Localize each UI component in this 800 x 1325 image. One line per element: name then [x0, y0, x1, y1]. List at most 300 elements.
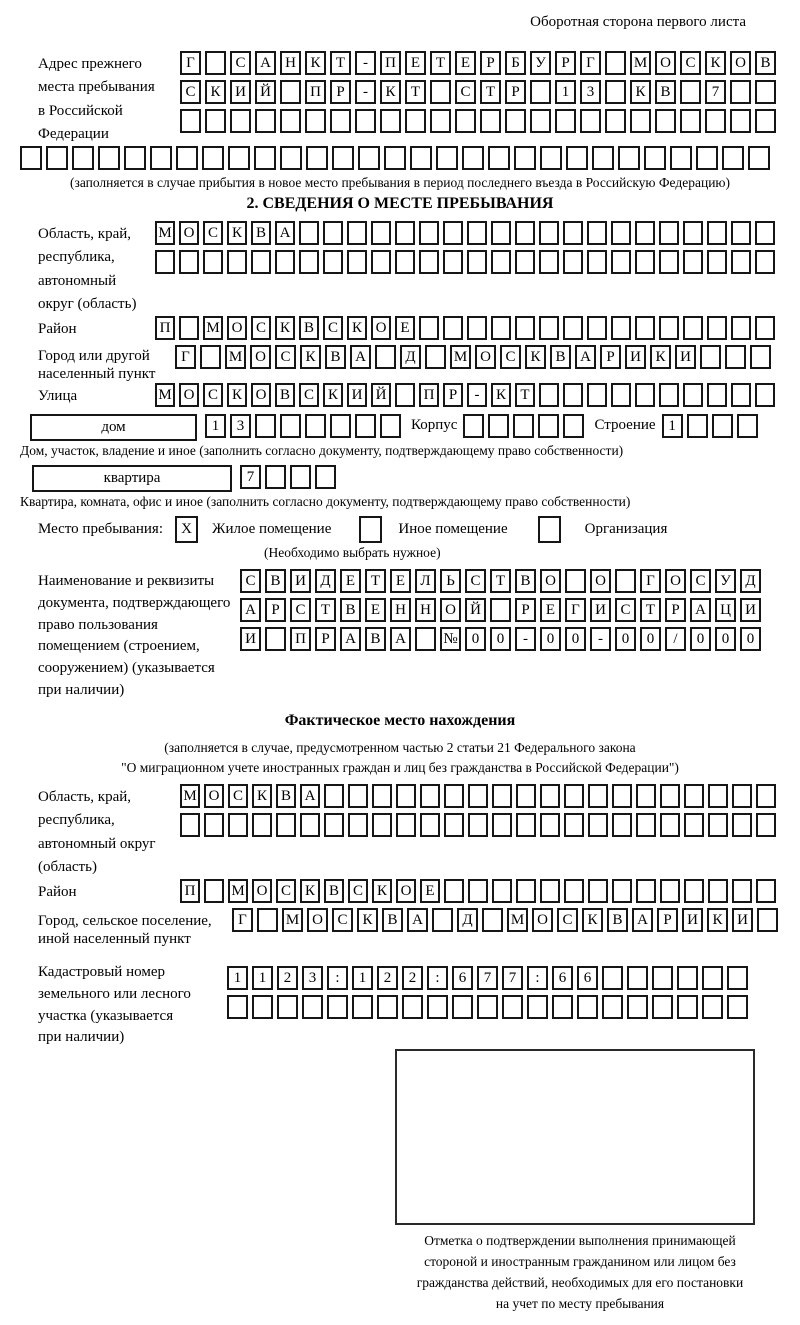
char-cell[interactable] — [180, 109, 201, 133]
char-cell[interactable]: С — [230, 51, 251, 75]
char-cell[interactable]: В — [655, 80, 676, 104]
char-cell[interactable]: Р — [657, 908, 678, 932]
char-cell[interactable]: 1 — [662, 414, 683, 438]
char-cell[interactable]: О — [665, 569, 686, 593]
char-cell[interactable]: С — [680, 51, 701, 75]
char-cell[interactable] — [427, 995, 448, 1019]
char-cell[interactable] — [306, 146, 328, 170]
char-cell[interactable]: Т — [430, 51, 451, 75]
char-cell[interactable] — [443, 250, 463, 274]
char-cell[interactable] — [756, 813, 776, 837]
char-cell[interactable] — [371, 221, 391, 245]
char-cell[interactable] — [488, 146, 510, 170]
char-cell[interactable] — [124, 146, 146, 170]
char-cell[interactable] — [636, 813, 656, 837]
char-cell[interactable] — [644, 146, 666, 170]
char-cell[interactable]: 1 — [205, 414, 226, 438]
char-cell[interactable] — [680, 80, 701, 104]
char-cell[interactable]: Р — [600, 345, 621, 369]
char-cell[interactable] — [636, 784, 656, 808]
char-cell[interactable] — [540, 784, 560, 808]
char-cell[interactable]: С — [455, 80, 476, 104]
char-cell[interactable]: П — [380, 51, 401, 75]
char-cell[interactable]: Р — [665, 598, 686, 622]
char-cell[interactable] — [756, 879, 776, 903]
char-cell[interactable]: В — [276, 784, 296, 808]
char-cell[interactable] — [355, 109, 376, 133]
char-cell[interactable]: 1 — [252, 966, 273, 990]
char-cell[interactable] — [179, 250, 199, 274]
char-cell[interactable]: К — [582, 908, 603, 932]
char-cell[interactable] — [612, 784, 632, 808]
char-cell[interactable]: О — [655, 51, 676, 75]
char-cell[interactable] — [377, 995, 398, 1019]
char-cell[interactable] — [677, 995, 698, 1019]
char-cell[interactable]: С — [615, 598, 636, 622]
char-cell[interactable]: Й — [371, 383, 391, 407]
char-cell[interactable]: О — [252, 879, 272, 903]
char-cell[interactable] — [727, 995, 748, 1019]
char-cell[interactable]: В — [265, 569, 286, 593]
char-cell[interactable]: : — [327, 966, 348, 990]
char-cell[interactable] — [280, 414, 301, 438]
char-cell[interactable] — [455, 109, 476, 133]
char-cell[interactable]: Р — [480, 51, 501, 75]
char-cell[interactable]: М — [450, 345, 471, 369]
char-cell[interactable]: М — [203, 316, 223, 340]
char-cell[interactable] — [444, 784, 464, 808]
char-cell[interactable] — [684, 784, 704, 808]
char-cell[interactable] — [756, 784, 776, 808]
char-cell[interactable] — [707, 316, 727, 340]
char-cell[interactable] — [330, 414, 351, 438]
char-cell[interactable] — [652, 966, 673, 990]
char-cell[interactable] — [564, 879, 584, 903]
char-cell[interactable]: Р — [443, 383, 463, 407]
char-cell[interactable] — [280, 109, 301, 133]
char-cell[interactable] — [527, 995, 548, 1019]
char-cell[interactable] — [683, 383, 703, 407]
char-cell[interactable]: 0 — [690, 627, 711, 651]
char-cell[interactable] — [200, 345, 221, 369]
char-cell[interactable]: Е — [420, 879, 440, 903]
char-cell[interactable] — [419, 221, 439, 245]
char-cell[interactable] — [732, 784, 752, 808]
char-cell[interactable] — [732, 879, 752, 903]
char-cell[interactable] — [432, 908, 453, 932]
char-cell[interactable] — [731, 250, 751, 274]
char-cell[interactable]: К — [300, 879, 320, 903]
char-cell[interactable] — [563, 316, 583, 340]
char-cell[interactable]: О — [371, 316, 391, 340]
char-cell[interactable] — [538, 414, 559, 438]
checkbox-residential[interactable]: X — [175, 516, 198, 543]
char-cell[interactable] — [725, 345, 746, 369]
char-cell[interactable]: 0 — [540, 627, 561, 651]
checkbox-other-premises[interactable] — [359, 516, 382, 543]
char-cell[interactable]: С — [299, 383, 319, 407]
char-cell[interactable] — [555, 109, 576, 133]
char-cell[interactable] — [680, 109, 701, 133]
char-cell[interactable]: № — [440, 627, 461, 651]
char-cell[interactable]: 2 — [377, 966, 398, 990]
char-cell[interactable]: 0 — [565, 627, 586, 651]
char-cell[interactable]: Л — [415, 569, 436, 593]
char-cell[interactable] — [251, 250, 271, 274]
char-cell[interactable]: К — [491, 383, 511, 407]
char-cell[interactable] — [443, 221, 463, 245]
char-cell[interactable] — [636, 879, 656, 903]
char-cell[interactable] — [352, 995, 373, 1019]
char-cell[interactable] — [227, 250, 247, 274]
char-cell[interactable] — [371, 250, 391, 274]
char-cell[interactable] — [516, 813, 536, 837]
char-cell[interactable] — [539, 250, 559, 274]
char-cell[interactable] — [755, 80, 776, 104]
char-cell[interactable]: В — [340, 598, 361, 622]
char-cell[interactable]: О — [730, 51, 751, 75]
char-cell[interactable]: Е — [340, 569, 361, 593]
char-cell[interactable]: Г — [232, 908, 253, 932]
char-cell[interactable]: П — [305, 80, 326, 104]
char-cell[interactable]: 6 — [577, 966, 598, 990]
char-cell[interactable] — [204, 813, 224, 837]
char-cell[interactable]: 3 — [230, 414, 251, 438]
char-cell[interactable]: И — [625, 345, 646, 369]
char-cell[interactable] — [515, 316, 535, 340]
char-cell[interactable] — [588, 813, 608, 837]
char-cell[interactable] — [462, 146, 484, 170]
char-cell[interactable]: - — [515, 627, 536, 651]
char-cell[interactable]: Т — [315, 598, 336, 622]
char-cell[interactable]: Р — [555, 51, 576, 75]
char-cell[interactable]: Р — [330, 80, 351, 104]
char-cell[interactable] — [670, 146, 692, 170]
char-cell[interactable]: К — [372, 879, 392, 903]
char-cell[interactable]: 7 — [477, 966, 498, 990]
char-cell[interactable] — [228, 146, 250, 170]
char-cell[interactable]: С — [276, 879, 296, 903]
char-cell[interactable] — [707, 250, 727, 274]
char-cell[interactable] — [355, 414, 376, 438]
char-cell[interactable] — [502, 995, 523, 1019]
char-cell[interactable]: В — [755, 51, 776, 75]
char-cell[interactable]: П — [155, 316, 175, 340]
char-cell[interactable] — [515, 250, 535, 274]
char-cell[interactable] — [611, 250, 631, 274]
char-cell[interactable]: И — [675, 345, 696, 369]
char-cell[interactable] — [755, 221, 775, 245]
char-cell[interactable]: С — [690, 569, 711, 593]
char-cell[interactable]: 6 — [552, 966, 573, 990]
char-cell[interactable] — [611, 316, 631, 340]
char-cell[interactable]: С — [465, 569, 486, 593]
char-cell[interactable]: К — [205, 80, 226, 104]
char-cell[interactable] — [482, 908, 503, 932]
char-cell[interactable] — [748, 146, 770, 170]
char-cell[interactable] — [396, 784, 416, 808]
char-cell[interactable] — [358, 146, 380, 170]
char-cell[interactable]: 3 — [302, 966, 323, 990]
char-cell[interactable] — [539, 383, 559, 407]
char-cell[interactable]: И — [347, 383, 367, 407]
char-cell[interactable]: Г — [565, 598, 586, 622]
char-cell[interactable] — [612, 879, 632, 903]
char-cell[interactable]: О — [204, 784, 224, 808]
char-cell[interactable] — [630, 109, 651, 133]
char-cell[interactable] — [402, 995, 423, 1019]
char-cell[interactable] — [530, 109, 551, 133]
char-cell[interactable] — [615, 569, 636, 593]
char-cell[interactable]: И — [290, 569, 311, 593]
char-cell[interactable]: Д — [740, 569, 761, 593]
char-cell[interactable] — [602, 966, 623, 990]
char-cell[interactable]: 7 — [502, 966, 523, 990]
char-cell[interactable]: С — [228, 784, 248, 808]
char-cell[interactable] — [443, 316, 463, 340]
char-cell[interactable] — [395, 383, 415, 407]
char-cell[interactable] — [254, 146, 276, 170]
char-cell[interactable]: П — [290, 627, 311, 651]
char-cell[interactable] — [300, 813, 320, 837]
char-cell[interactable] — [252, 813, 272, 837]
char-cell[interactable] — [540, 146, 562, 170]
char-cell[interactable]: С — [240, 569, 261, 593]
char-cell[interactable]: К — [650, 345, 671, 369]
char-cell[interactable]: У — [715, 569, 736, 593]
char-cell[interactable] — [755, 109, 776, 133]
char-cell[interactable]: И — [682, 908, 703, 932]
char-cell[interactable]: И — [590, 598, 611, 622]
char-cell[interactable] — [305, 109, 326, 133]
char-cell[interactable] — [702, 995, 723, 1019]
char-cell[interactable] — [491, 316, 511, 340]
char-cell[interactable]: Е — [365, 598, 386, 622]
char-cell[interactable] — [592, 146, 614, 170]
char-cell[interactable] — [467, 316, 487, 340]
char-cell[interactable] — [323, 250, 343, 274]
char-cell[interactable] — [444, 813, 464, 837]
char-cell[interactable] — [491, 250, 511, 274]
char-cell[interactable] — [722, 146, 744, 170]
char-cell[interactable] — [332, 146, 354, 170]
char-cell[interactable] — [708, 784, 728, 808]
char-cell[interactable] — [290, 465, 311, 489]
char-cell[interactable]: В — [299, 316, 319, 340]
char-cell[interactable]: Е — [405, 51, 426, 75]
char-cell[interactable]: Ь — [440, 569, 461, 593]
char-cell[interactable]: М — [155, 383, 175, 407]
char-cell[interactable]: У — [530, 51, 551, 75]
char-cell[interactable] — [468, 879, 488, 903]
char-cell[interactable]: К — [252, 784, 272, 808]
char-cell[interactable] — [611, 383, 631, 407]
char-cell[interactable] — [737, 414, 758, 438]
char-cell[interactable]: О — [590, 569, 611, 593]
char-cell[interactable] — [405, 109, 426, 133]
char-cell[interactable]: К — [300, 345, 321, 369]
char-cell[interactable] — [395, 250, 415, 274]
char-cell[interactable]: Т — [330, 51, 351, 75]
char-cell[interactable]: Т — [490, 569, 511, 593]
char-cell[interactable] — [707, 221, 727, 245]
char-cell[interactable] — [730, 80, 751, 104]
char-cell[interactable]: Т — [365, 569, 386, 593]
char-cell[interactable] — [203, 250, 223, 274]
char-cell[interactable] — [755, 316, 775, 340]
char-cell[interactable]: А — [407, 908, 428, 932]
char-cell[interactable]: Ц — [715, 598, 736, 622]
char-cell[interactable] — [605, 80, 626, 104]
char-cell[interactable]: 7 — [705, 80, 726, 104]
char-cell[interactable] — [380, 414, 401, 438]
char-cell[interactable] — [708, 813, 728, 837]
char-cell[interactable] — [655, 109, 676, 133]
char-cell[interactable]: - — [355, 51, 376, 75]
char-cell[interactable] — [563, 383, 583, 407]
char-cell[interactable]: К — [275, 316, 295, 340]
char-cell[interactable] — [372, 813, 392, 837]
char-cell[interactable]: Н — [390, 598, 411, 622]
char-cell[interactable] — [348, 813, 368, 837]
char-cell[interactable] — [492, 813, 512, 837]
char-cell[interactable] — [731, 383, 751, 407]
char-cell[interactable]: М — [282, 908, 303, 932]
char-cell[interactable] — [635, 250, 655, 274]
char-cell[interactable]: И — [240, 627, 261, 651]
char-cell[interactable] — [380, 109, 401, 133]
char-cell[interactable]: К — [357, 908, 378, 932]
char-cell[interactable] — [468, 784, 488, 808]
char-cell[interactable] — [677, 966, 698, 990]
char-cell[interactable] — [280, 80, 301, 104]
char-cell[interactable]: Е — [395, 316, 415, 340]
char-cell[interactable] — [708, 879, 728, 903]
char-cell[interactable] — [732, 813, 752, 837]
char-cell[interactable] — [420, 784, 440, 808]
char-cell[interactable] — [396, 813, 416, 837]
char-cell[interactable] — [176, 146, 198, 170]
char-cell[interactable] — [516, 879, 536, 903]
char-cell[interactable] — [540, 879, 560, 903]
char-cell[interactable] — [627, 995, 648, 1019]
char-cell[interactable] — [712, 414, 733, 438]
char-cell[interactable]: Й — [465, 598, 486, 622]
char-cell[interactable]: / — [665, 627, 686, 651]
char-cell[interactable]: П — [419, 383, 439, 407]
char-cell[interactable]: : — [427, 966, 448, 990]
char-cell[interactable]: 0 — [715, 627, 736, 651]
char-cell[interactable] — [375, 345, 396, 369]
char-cell[interactable]: - — [467, 383, 487, 407]
char-cell[interactable]: А — [390, 627, 411, 651]
char-cell[interactable]: А — [632, 908, 653, 932]
char-cell[interactable]: К — [305, 51, 326, 75]
char-cell[interactable] — [275, 250, 295, 274]
char-cell[interactable] — [430, 109, 451, 133]
char-cell[interactable]: А — [350, 345, 371, 369]
char-cell[interactable] — [324, 784, 344, 808]
char-cell[interactable]: В — [324, 879, 344, 903]
char-cell[interactable]: Г — [180, 51, 201, 75]
char-cell[interactable]: К — [227, 383, 247, 407]
char-cell[interactable] — [587, 221, 607, 245]
char-cell[interactable] — [702, 966, 723, 990]
char-cell[interactable] — [436, 146, 458, 170]
char-cell[interactable]: С — [251, 316, 271, 340]
char-cell[interactable] — [205, 109, 226, 133]
char-cell[interactable]: 0 — [640, 627, 661, 651]
char-cell[interactable] — [683, 221, 703, 245]
char-cell[interactable] — [265, 465, 286, 489]
char-cell[interactable] — [660, 879, 680, 903]
char-cell[interactable]: 7 — [240, 465, 261, 489]
char-cell[interactable] — [659, 250, 679, 274]
char-cell[interactable]: - — [590, 627, 611, 651]
char-cell[interactable]: П — [180, 879, 200, 903]
char-cell[interactable]: Г — [580, 51, 601, 75]
char-cell[interactable] — [395, 221, 415, 245]
char-cell[interactable] — [467, 221, 487, 245]
char-cell[interactable]: О — [475, 345, 496, 369]
char-cell[interactable]: М — [155, 221, 175, 245]
char-cell[interactable] — [205, 51, 226, 75]
char-cell[interactable] — [564, 784, 584, 808]
char-cell[interactable]: О — [227, 316, 247, 340]
char-cell[interactable] — [327, 995, 348, 1019]
char-cell[interactable] — [265, 627, 286, 651]
char-cell[interactable] — [660, 813, 680, 837]
char-cell[interactable] — [587, 250, 607, 274]
char-cell[interactable] — [467, 250, 487, 274]
char-cell[interactable]: Н — [415, 598, 436, 622]
char-cell[interactable] — [757, 908, 778, 932]
char-cell[interactable] — [452, 995, 473, 1019]
char-cell[interactable] — [299, 221, 319, 245]
char-cell[interactable] — [72, 146, 94, 170]
char-cell[interactable] — [539, 316, 559, 340]
char-cell[interactable] — [490, 598, 511, 622]
char-cell[interactable] — [419, 250, 439, 274]
char-cell[interactable] — [602, 995, 623, 1019]
char-cell[interactable]: 3 — [580, 80, 601, 104]
char-cell[interactable] — [488, 414, 509, 438]
char-cell[interactable] — [750, 345, 771, 369]
char-cell[interactable]: М — [507, 908, 528, 932]
char-cell[interactable]: Р — [315, 627, 336, 651]
char-cell[interactable]: С — [290, 598, 311, 622]
char-cell[interactable] — [477, 995, 498, 1019]
char-cell[interactable]: К — [227, 221, 247, 245]
char-cell[interactable]: М — [228, 879, 248, 903]
char-cell[interactable] — [492, 784, 512, 808]
char-cell[interactable]: В — [550, 345, 571, 369]
char-cell[interactable] — [252, 995, 273, 1019]
char-cell[interactable]: К — [347, 316, 367, 340]
char-cell[interactable] — [415, 627, 436, 651]
char-cell[interactable]: 1 — [227, 966, 248, 990]
char-cell[interactable]: Т — [405, 80, 426, 104]
char-cell[interactable] — [299, 250, 319, 274]
char-cell[interactable]: 2 — [402, 966, 423, 990]
char-cell[interactable] — [280, 146, 302, 170]
char-cell[interactable] — [659, 221, 679, 245]
char-cell[interactable]: К — [705, 51, 726, 75]
char-cell[interactable]: С — [332, 908, 353, 932]
char-cell[interactable]: В — [251, 221, 271, 245]
char-cell[interactable] — [659, 383, 679, 407]
char-cell[interactable]: О — [440, 598, 461, 622]
